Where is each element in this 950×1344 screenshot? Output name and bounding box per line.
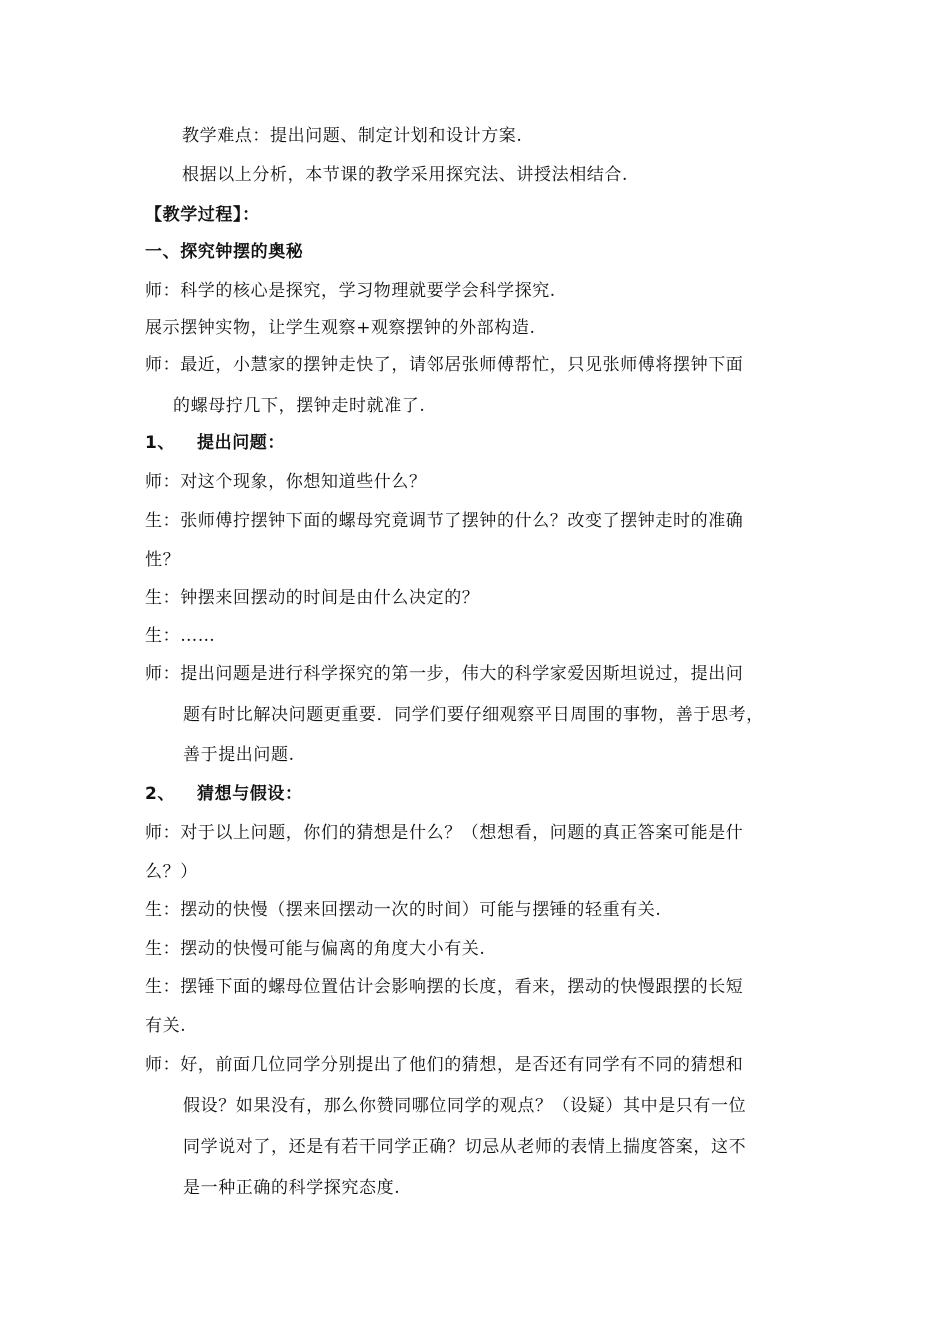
subheading-hypothesis [145, 782, 303, 806]
student-line-continued: 性？ [145, 550, 181, 570]
section-heading-pendulum: 一、探究钟摆的奥秘 [145, 242, 304, 262]
teacher-line: 师：对这个现象，你想知道些什么？ [145, 472, 427, 492]
subheading-text: 猜想与假设： [197, 784, 303, 804]
teacher-line-continued: 的螺母拧几下，摆钟走时就准了. [173, 396, 426, 416]
student-line: 生：摆动的快慢可能与偏离的角度大小有关. [145, 939, 486, 959]
teaching-method-line: 根据以上分析，本节课的教学采用探究法、讲授法相结合. [182, 165, 629, 185]
student-line: 生：钟摆来回摆动的时间是由什么决定的？ [145, 588, 480, 608]
teacher-line: 师：科学的核心是探究，学习物理就要学会科学探究. [145, 281, 556, 301]
teaching-difficulty-line: 教学难点：提出问题、制定计划和设计方案. [182, 126, 523, 146]
demo-line: 展示摆钟实物，让学生观察+观察摆钟的外部构造. [145, 318, 536, 338]
subheading-number: 1、 [145, 433, 176, 453]
teacher-line: 师：最近，小慧家的摆钟走快了，请邻居张师傅帮忙，只见张师傅将摆钟下面 [145, 355, 744, 375]
teacher-line-continued: 善于提出问题. [183, 745, 295, 765]
student-line-continued: 有关. [145, 1016, 187, 1036]
teacher-line: 师：对于以上问题，你们的猜想是什么？（想想看，问题的真正答案可能是什 [145, 823, 744, 843]
subheading-text: 提出问题： [197, 433, 285, 453]
student-line: 生：张师傅拧摆钟下面的螺母究竟调节了摆钟的什么？改变了摆钟走时的准确 [145, 511, 744, 531]
teacher-line-continued: 么？） [145, 862, 198, 882]
student-line: 生：摆锤下面的螺母位置估计会影响摆的长度，看来，摆动的快慢跟摆的长短 [145, 977, 744, 997]
teacher-line-continued: 题有时比解决问题更重要．同学们要仔细观察平日周围的事物，善于思考， [183, 705, 764, 725]
teacher-line-continued: 假设？如果没有，那么你赞同哪位同学的观点？（设疑）其中是只有一位 [183, 1096, 747, 1116]
teacher-line: 师：好，前面几位同学分别提出了他们的猜想，是否还有同学有不同的猜想和 [145, 1055, 744, 1075]
student-line: 生：摆动的快慢（摆来回摆动一次的时间）可能与摆锤的轻重有关. [145, 900, 662, 920]
subheading-number: 2、 [145, 784, 176, 804]
section-heading-teaching-process: 【教学过程】： [145, 205, 260, 225]
teacher-line: 师：提出问题是进行科学探究的第一步，伟大的科学家爱因斯坦说过，提出问 [145, 664, 744, 684]
subheading-ask-question [145, 431, 285, 455]
student-line: 生：…… [145, 626, 216, 646]
teacher-line-continued: 是一种正确的科学探究态度. [183, 1178, 401, 1198]
teacher-line-continued: 同学说对了，还是有若干同学正确？切忌从老师的表情上揣度答案，这不 [183, 1137, 747, 1157]
